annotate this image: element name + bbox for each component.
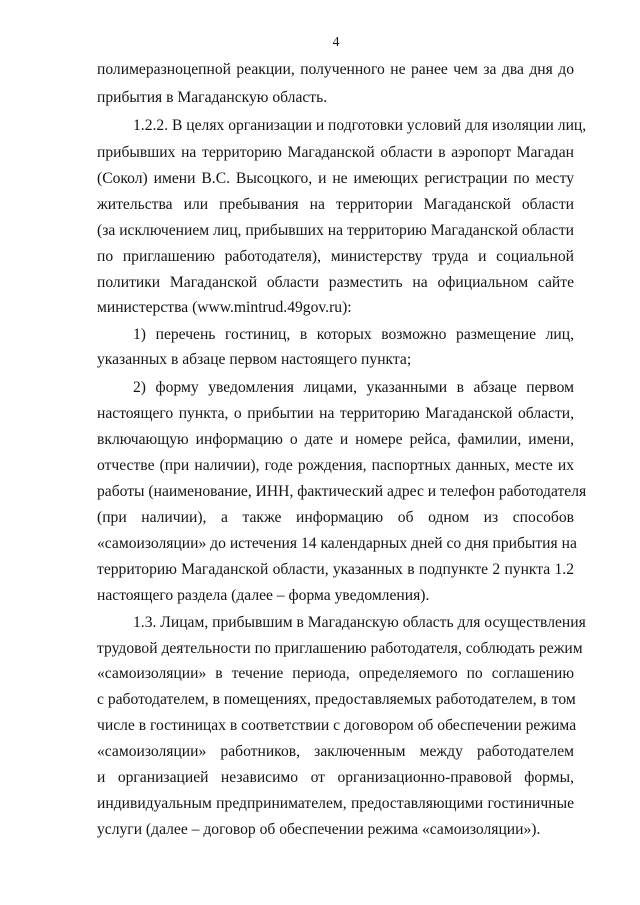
text-line: с работодателем, в помещениях, предоставляемых работодателем, в том [97, 691, 576, 708]
text-line: «самоизоляции» в течение периода, определяемого по соглашению [97, 665, 574, 682]
text-line: политики Магаданской области разместить на официальном сайте [97, 274, 574, 291]
text-line: числе в гостиницах в соответствии с договором об обеспечении режима [97, 717, 577, 734]
text-line: 2) форму уведомления лицами, указанными в абзаце первом [133, 379, 574, 396]
page-number: 4 [332, 35, 340, 50]
text-line: полимеразноцепной реакции, полученного не ранее чем за два дня до [97, 61, 574, 78]
text-line: «самоизоляции» работников, заключенным между работодателем [97, 743, 574, 760]
text-line: жительства или пребывания на территории Магаданской области [97, 196, 574, 213]
text-line: услуги (далее – договор об обеспечении режима «самоизоляции»). [97, 821, 541, 838]
text-line: настоящего раздела (далее – форма уведомления). [97, 587, 430, 604]
text-line: прибывших на территорию Магаданской области в аэропорт Магадан [97, 144, 574, 161]
text-line: и организацией независимо от организационно-правовой формы, [97, 769, 574, 786]
text-line: территорию Магаданской области, указанных в подпункте 2 пункта 1.2 [97, 561, 574, 578]
text-line: работы (наименование, ИНН, фактический адрес и телефон работодателя [97, 483, 587, 500]
text-line: указанных в абзаце первом настоящего пункта; [97, 351, 412, 368]
text-line: министерства (www.mintrud.49gov.ru): [97, 299, 352, 316]
text-line: 1.2.2. В целях организации и подготовки условий для изоляции лиц, [133, 117, 587, 134]
text-line: «самоизоляции» до истечения 14 календарных дней со дня прибытия на [97, 535, 577, 552]
text-line: (при наличии), а также информацию об одном из способов [97, 509, 574, 526]
text-line: по приглашению работодателя), министерству труда и социальной [97, 248, 574, 265]
text-line: (за исключением лиц, прибывших на территорию Магаданской области [97, 222, 574, 239]
text-line: индивидуальным предпринимателем, предоставляющими гостиничные [97, 795, 574, 812]
text-line: прибытия в Магаданскую область. [97, 89, 328, 106]
text-line: настоящего пункта, о прибытии на территорию Магаданской области, [97, 405, 574, 422]
text-line: отчестве (при наличии), годе рождения, паспортных данных, месте их [97, 457, 574, 474]
text-line: включающую информацию о дате и номере рейса, фамилии, имени, [97, 431, 574, 448]
text-line: 1.3. Лицам, прибывшим в Магаданскую область для осуществления [133, 614, 586, 631]
text-line: (Сокол) имени В.С. Высоцкого, и не имеющих регистрации по месту [97, 170, 574, 187]
text-line: трудовой деятельности по приглашению работодателя, соблюдать режим [97, 640, 583, 657]
text-line: 1) перечень гостиниц, в которых возможно размещение лиц, [133, 326, 574, 343]
